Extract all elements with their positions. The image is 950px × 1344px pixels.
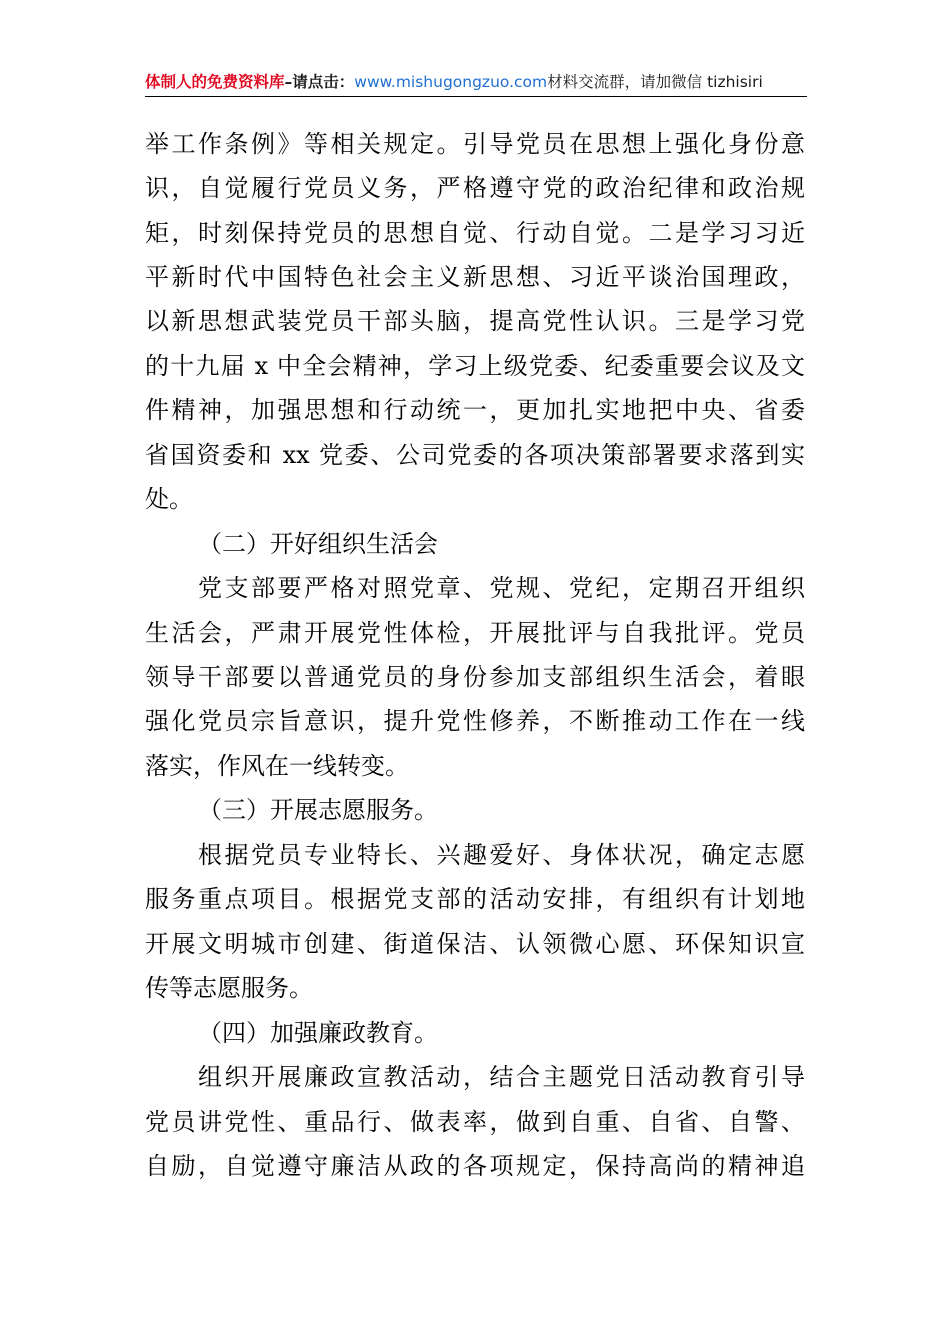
paragraph-line: 矩，时刻保持党员的思想自觉、行动自觉。二是学习习近	[145, 219, 805, 247]
paragraph-line: 省国资委和 xx 党委、公司党委的各项决策部署要求落到实	[145, 441, 805, 469]
header-link[interactable]: www.mishugongzuo.com	[354, 73, 548, 91]
header-contact: 材料交流群，请加微信 tizhisiri	[547, 73, 763, 91]
paragraph-line: 落实，作风在一线转变。	[145, 752, 409, 780]
paragraph-line: 的十九届 x 中全会精神，学习上级党委、纪委重要会议及文	[145, 352, 805, 380]
paragraph-line: 根据党员专业特长、兴趣爱好、身体状况，确定志愿	[198, 841, 805, 869]
paragraph-line: 组织开展廉政宣教活动，结合主题党日活动教育引导	[198, 1063, 805, 1091]
header-divider	[145, 96, 807, 97]
section-heading: （四）加强廉政教育。	[198, 1019, 438, 1047]
paragraph-line: 党支部要严格对照党章、党规、党纪，定期召开组织	[198, 574, 805, 602]
paragraph-line: 以新思想武装党员干部头脑，提高党性认识。三是学习党	[145, 307, 805, 335]
section-heading: （二）开好组织生活会	[198, 530, 438, 558]
paragraph-line: 处。	[145, 485, 193, 513]
paragraph-line: 党员讲党性、重品行、做表率，做到自重、自省、自警、	[145, 1108, 805, 1136]
paragraph-line: 平新时代中国特色社会主义新思想、习近平谈治国理政，	[145, 263, 805, 291]
paragraph-line: 自励，自觉遵守廉洁从政的各项规定，保持高尚的精神追	[145, 1152, 805, 1180]
paragraph-line: 传等志愿服务。	[145, 974, 313, 1002]
paragraph-line: 识，自觉履行党员义务，严格遵守党的政治纪律和政治规	[145, 174, 805, 202]
paragraph-line: 强化党员宗旨意识，提升党性修养，不断推动工作在一线	[145, 707, 805, 735]
paragraph-line: 领导干部要以普通党员的身份参加支部组织生活会，着眼	[145, 663, 805, 691]
paragraph-line: 件精神，加强思想和行动统一，更加扎实地把中央、省委	[145, 396, 805, 424]
page-header	[145, 70, 805, 96]
paragraph-line: 服务重点项目。根据党支部的活动安排，有组织有计划地	[145, 885, 805, 913]
header-brand: 体制人的免费资料库	[145, 73, 285, 91]
paragraph-line: 生活会，严肃开展党性体检，开展批评与自我批评。党员	[145, 619, 805, 647]
paragraph-line: 举工作条例》等相关规定。引导党员在思想上强化身份意	[145, 130, 805, 158]
section-heading: （三）开展志愿服务。	[198, 796, 438, 824]
paragraph-line: 开展文明城市创建、街道保洁、认领微心愿、环保知识宣	[145, 930, 805, 958]
header-prompt: –请点击：	[284, 73, 355, 91]
